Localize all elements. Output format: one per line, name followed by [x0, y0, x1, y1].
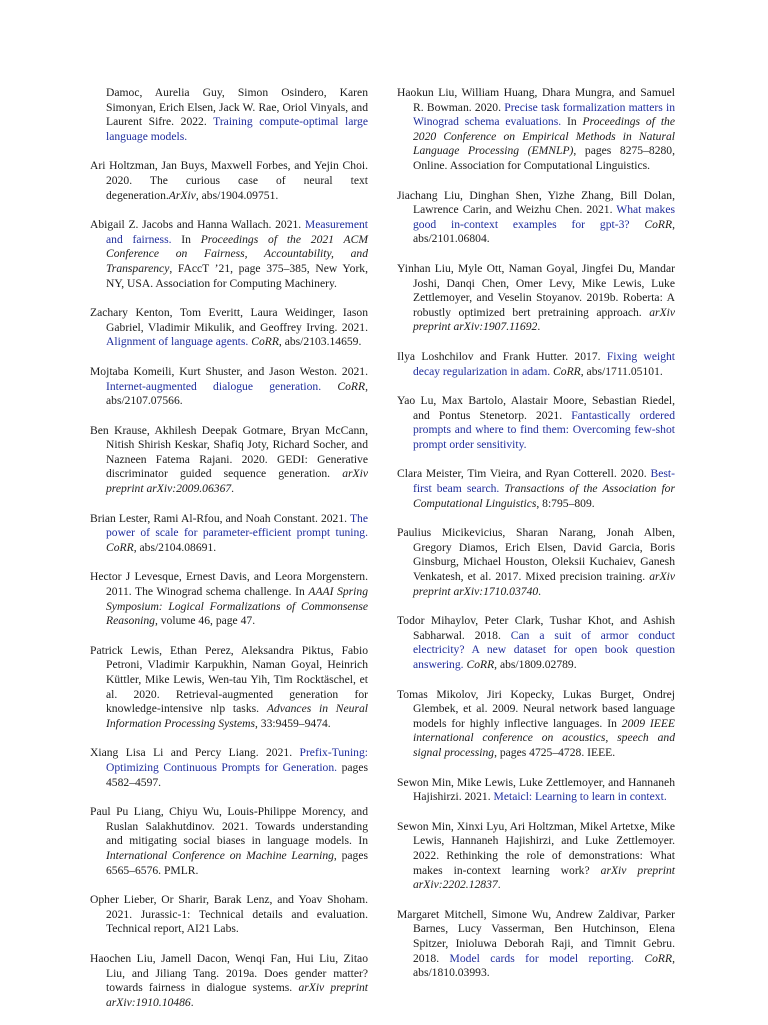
reference-entry: [90, 805, 368, 878]
reference-entry: [90, 644, 368, 732]
reference-authors: Xiang Lisa Li and Percy Liang. 2021.: [90, 746, 293, 760]
reference-authors: Abigail Z. Jacobs and Hanna Wallach. 2021.: [90, 218, 302, 232]
reference-authors: Ilya Loshchilov and Frank Hutter. 2017.: [397, 349, 601, 363]
reference-venue: arXiv preprint arXiv:1910.10486: [106, 981, 368, 1009]
reference-title-link[interactable]: Alignment of language agents.: [106, 335, 249, 349]
reference-title-link[interactable]: Fixing weight decay regularization in adam.: [413, 349, 676, 378]
reference-tail: , pages 8275–8280, Online. Association for Computational Linguistics.: [413, 144, 675, 172]
reference-tail: , FAccT ’21, page 375–385, New York, NY, USA. Association for Computing Machinery.: [106, 261, 368, 290]
reference-separator: In: [171, 232, 201, 246]
reference-entry: [90, 952, 368, 1010]
reference-authors: Tomas Mikolov, Jiri Kopecky, Lukas Burget, Ondrej Glembek, et al. 2009. Neural network based language models for highly inflective languages. In: [397, 687, 675, 730]
reference-entry: [90, 365, 368, 409]
reference-venue: Proceedings of the 2020 Conference on Empirical Methods in Natural Language Processing (EMNLP): [413, 115, 675, 158]
reference-entry: [90, 893, 368, 937]
reference-venue: Proceedings of the 2021 ACM Conference on Fairness, Accountability, and Transparency: [106, 232, 369, 275]
reference-separator: [634, 952, 644, 965]
reference-tail: , 33:9459–9474.: [255, 716, 331, 730]
reference-venue: AAAI Spring Symposium: Logical Formalizations of Commonsense Reasoning: [106, 585, 368, 628]
reference-tail: .: [537, 320, 541, 334]
reference-venue: CoRR: [106, 540, 134, 554]
reference-entry: [90, 218, 368, 291]
reference-separator: [321, 380, 337, 393]
reference-authors: Jiachang Liu, Dinghan Shen, Yizhe Zhang, Bill Dolan, Lawrence Carin, and Weizhu Chen. 2021.: [397, 188, 675, 217]
reference-venue: CoRR: [337, 379, 366, 393]
reference-title-link[interactable]: Fantastically ordered prompts and where to find them: Overcoming few-shot prompt order sensitivity.: [413, 408, 675, 451]
reference-tail: , abs/1809.02789.: [494, 658, 577, 671]
reference-entry: [397, 394, 675, 452]
reference-entry: [397, 908, 675, 981]
reference-tail: , abs/2107.07566.: [106, 379, 368, 408]
reference-authors: Clara Meister, Tim Vieira, and Ryan Cotterell. 2020.: [397, 467, 647, 481]
reference-title-link[interactable]: What makes good in-context examples for gpt-3?: [413, 203, 675, 231]
reference-authors: Damoc, Aurelia Guy, Simon Osindero, Karen Simonyan, Erich Elsen, Jack W. Rae, Oriol Vinyals, and Laurent Sifre. 2022.: [106, 86, 368, 129]
reference-tail: pages 4582–4597.: [106, 760, 369, 789]
reference-tail: , abs/1711.05101.: [580, 364, 663, 378]
reference-tail: , 8:795–809.: [536, 496, 595, 510]
reference-authors: Paulius Micikevicius, Sharan Narang, Jonah Alben, Gregory Diamos, Erich Elsen, David Garcia, Boris Ginsburg, Michael Houston, Oleksii Kuchaiev, Ganesh Venkatesh, et al. 2017. Mixed precision training.: [397, 526, 675, 584]
reference-entry: [90, 424, 368, 497]
reference-entry: [90, 86, 368, 144]
reference-entry: [397, 688, 675, 761]
reference-title-link[interactable]: The power of scale for parameter-efficient prompt tuning.: [106, 511, 368, 540]
reference-venue: CoRR: [553, 364, 581, 378]
references-left-column: [90, 86, 368, 1025]
reference-entry: [397, 614, 675, 672]
reference-authors: Yinhan Liu, Myle Ott, Naman Goyal, Jingfei Du, Mandar Joshi, Danqi Chen, Omer Levy, Mike Lewis, Luke Zettlemoyer, and Veselin Stoyanov. 2019b. Roberta: A robustly optimized bert pretraining approach.: [397, 261, 675, 319]
reference-authors: Opher Lieber, Or Sharir, Barak Lenz, and Yoav Shoham. 2021. Jurassic-1: Technical details and evaluation. Technical report, AI21 Labs.: [90, 893, 368, 936]
reference-entry: [90, 306, 368, 350]
reference-separator: [330, 467, 342, 480]
reference-authors: Haokun Liu, William Huang, Dhara Mungra, and Samuel R. Bowman. 2020.: [397, 86, 675, 114]
reference-authors: Zachary Kenton, Tom Everitt, Laura Weidinger, Iason Gabriel, Vladimir Mikulik, and Geoffrey Irving. 2021.: [90, 306, 368, 334]
reference-title-link[interactable]: Measurement and fairness.: [106, 218, 368, 246]
reference-venue: CoRR: [644, 951, 673, 965]
reference-title-link[interactable]: Can a suit of armor conduct electricity? A new dataset for open book question answering.: [413, 628, 675, 671]
reference-entry: [397, 467, 675, 511]
reference-title-link[interactable]: Precise task formalization matters in Winograd schema evaluations.: [413, 100, 676, 129]
reference-entry: [397, 86, 675, 174]
reference-venue: International Conference on Machine Learning: [106, 848, 334, 862]
reference-tail: .: [538, 584, 542, 598]
reference-authors: Haochen Liu, Jamell Dacon, Wenqi Fan, Hui Liu, Zitao Liu, and Jiliang Tang. 2019a. Does gender matter? towards fairness in dialogue systems.: [90, 951, 368, 995]
reference-tail: , abs/1810.03993.: [413, 951, 676, 980]
reference-tail: , abs/1904.09751.: [195, 188, 279, 202]
reference-venue: CoRR: [251, 335, 279, 349]
reference-authors: Sewon Min, Xinxi Lyu, Ari Holtzman, Mikel Artetxe, Mike Lewis, Hannaneh Hajishirzi, and Luke Zettlemoyer. 2022. Rethinking the role of demonstrations: What makes in-context learning work?: [397, 819, 675, 877]
reference-entry: [397, 350, 675, 379]
reference-entry: [397, 262, 675, 335]
reference-title-link[interactable]: Best-first beam search.: [413, 467, 675, 496]
reference-authors: Sewon Min, Mike Lewis, Luke Zettlemoyer, and Hannaneh Hajishirzi. 2021.: [397, 775, 675, 804]
reference-separator: [630, 218, 645, 231]
reference-tail: , abs/2104.08691.: [133, 540, 217, 554]
reference-authors: Patrick Lewis, Ethan Perez, Aleksandra Piktus, Fabio Petroni, Vladimir Karpukhin, Naman Goyal, Heinrich Küttler, Mike Lewis, Wen-tau Yih, Tim Rocktäschel, et al. 2020. Retrieval-augmented generation for knowledge-intensive nlp tasks.: [90, 643, 368, 716]
reference-tail: .: [231, 482, 235, 496]
reference-separator: [590, 864, 601, 877]
reference-authors: Margaret Mitchell, Simone Wu, Andrew Zaldivar, Parker Barnes, Lucy Vasserman, Ben Hutchinson, Elena Spitzer, Inioluwa Deborah Raji, and Timnit Gebru. 2018.: [397, 907, 675, 965]
reference-title-link[interactable]: Training compute-optimal large language models.: [106, 115, 368, 143]
reference-venue: arXiv preprint arXiv:1907.11692: [413, 305, 676, 334]
reference-entry: [397, 526, 675, 599]
reference-authors: Brian Lester, Rami Al-Rfou, and Noah Constant. 2021.: [90, 511, 348, 525]
reference-tail: , abs/2101.06804.: [413, 217, 675, 246]
reference-authors: Hector J Levesque, Ernest Davis, and Leora Morgenstern. 2011. The Winograd schema challenge. In: [90, 570, 368, 599]
reference-authors: Ben Krause, Akhilesh Deepak Gotmare, Bryan McCann, Nitish Shirish Keskar, Shafiq Joty, Richard Socher, and Nazneen Fatema Rajani. 2020. GEDI: Generative discriminator guided sequence generation.: [90, 423, 368, 481]
reference-authors: Paul Pu Liang, Chiyu Wu, Louis-Philippe Morency, and Ruslan Salakhutdinov. 2021. Towards understanding and mitigating social biases in language models. In: [90, 805, 368, 848]
reference-venue: CoRR: [466, 658, 495, 671]
reference-venue: Transactions of the Association for Computational Linguistics: [413, 482, 675, 510]
reference-entry: [90, 512, 368, 556]
reference-venue: Advances in Neural Information Processing Systems: [106, 702, 368, 730]
reference-entry: [397, 820, 675, 893]
reference-tail: , pages 4725–4728. IEEE.: [494, 745, 616, 759]
reference-title-link[interactable]: Prefix-Tuning: Optimizing Continuous Prompts for Generation.: [106, 746, 368, 774]
reference-authors: Todor Mihaylov, Peter Clark, Tushar Khot, and Ashish Sabharwal. 2018.: [397, 614, 675, 642]
reference-title-link[interactable]: Model cards for model reporting.: [449, 951, 634, 965]
reference-entry: [90, 159, 368, 203]
reference-venue: arXiv preprint arXiv:1710.03740: [413, 570, 675, 598]
reference-venue: CoRR: [644, 217, 673, 231]
reference-tail: .: [190, 995, 194, 1009]
reference-entry: [397, 189, 675, 247]
reference-authors: Yao Lu, Max Bartolo, Alastair Moore, Sebastian Riedel, and Pontus Stenetorp. 2021.: [397, 394, 675, 422]
reference-venue: arXiv preprint arXiv:2009.06367: [106, 467, 368, 496]
reference-venue: 2009 IEEE international conference on acoustics, speech and signal processing: [413, 716, 675, 759]
reference-tail: , volume 46, page 47.: [154, 614, 256, 628]
reference-entry: [90, 570, 368, 628]
reference-tail: .: [497, 878, 501, 892]
reference-tail: , pages 6565–6576. PMLR.: [106, 848, 368, 877]
reference-venue: ArXiv: [168, 188, 196, 202]
reference-separator: [259, 702, 267, 715]
reference-authors: Mojtaba Komeili, Kurt Shuster, and Jason Weston. 2021.: [90, 364, 368, 378]
reference-authors: Ari Holtzman, Jan Buys, Maxwell Forbes, and Yejin Choi. 2020. The curious case of neural text degeneration.: [90, 159, 368, 202]
reference-title-link[interactable]: Internet-augmented dialogue generation.: [106, 379, 322, 393]
reference-title-link[interactable]: Metaicl: Learning to learn in context.: [493, 790, 667, 804]
reference-entry: [397, 776, 675, 805]
reference-tail: , abs/2103.14659.: [278, 335, 362, 349]
reference-entry: [90, 746, 368, 790]
reference-venue: arXiv preprint arXiv:2202.12837: [413, 863, 675, 892]
reference-separator: In: [561, 115, 583, 129]
references-right-column: [397, 86, 675, 996]
